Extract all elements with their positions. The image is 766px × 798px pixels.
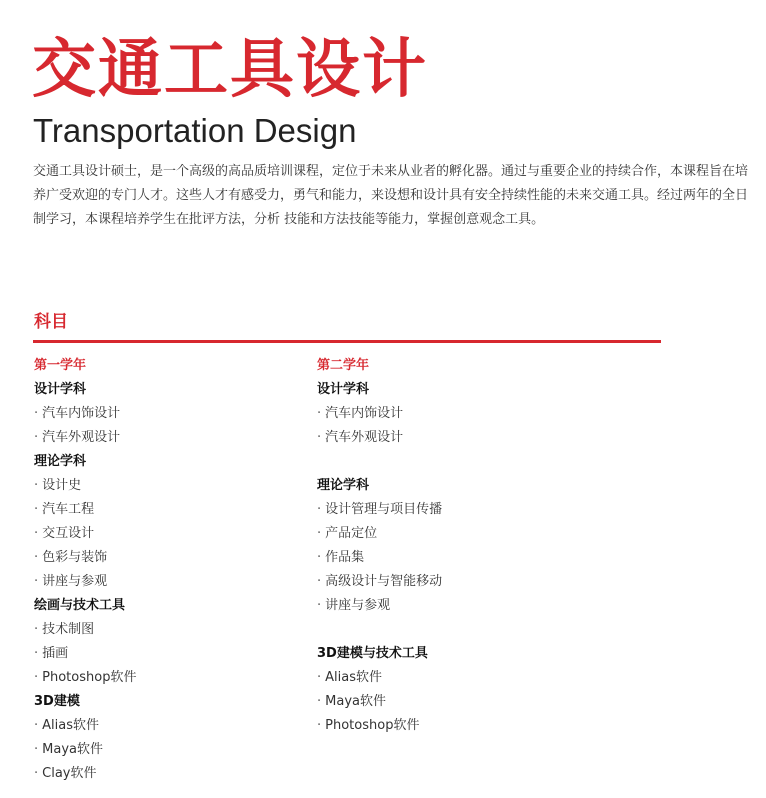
- list-item: · 讲座与参观: [34, 574, 108, 589]
- bullet: ·: [34, 670, 39, 685]
- year1-column: [34, 354, 314, 786]
- list-item: · Clay软件: [34, 766, 97, 781]
- bullet: ·: [317, 718, 322, 733]
- list-item: · 汽车内饰设计: [34, 406, 121, 421]
- page-title: 交通工具设计: [32, 33, 428, 107]
- bullet: ·: [317, 670, 322, 685]
- list-item: · Maya软件: [317, 694, 386, 709]
- bullet: ·: [34, 718, 39, 733]
- page-subtitle-english: Transportation Design: [33, 112, 357, 149]
- year1-group-design: 设计学科: [34, 382, 87, 397]
- bullet: ·: [34, 430, 39, 445]
- bullet: ·: [34, 478, 39, 493]
- list-item: · 交互设计: [34, 526, 95, 541]
- bullet: ·: [34, 622, 39, 637]
- spacer: [317, 450, 597, 474]
- list-item: · 技术制图: [34, 622, 95, 637]
- list-item: · 设计管理与项目传播: [317, 502, 443, 517]
- list-item: · 汽车工程: [34, 502, 95, 517]
- bullet: ·: [317, 694, 322, 709]
- bullet: ·: [34, 742, 39, 757]
- year2-group-3d-modeling-tools: 3D建模与技术工具: [317, 646, 428, 661]
- bullet: ·: [34, 646, 39, 661]
- bullet: ·: [34, 406, 39, 421]
- list-item: · Alias软件: [317, 670, 382, 685]
- year1-group-3d-modeling: 3D建模: [34, 694, 80, 709]
- intro-paragraph: 交通工具设计硕士，是一个高级的高品质培训课程，定位于未来从业者的孵化器。通过与重要企业的持续合作，本课程旨在培养广受欢迎的专门人才。这些人才有感受力，勇气和能力，来设想和设计具有安全持续性能的未来交通工具。经过两年的全日制学习，本课程培养学生在批评方法，分析 技能和方法技能等能力，掌握创意观念工具。: [33, 164, 749, 227]
- bullet: ·: [317, 550, 322, 565]
- list-item: · 插画: [34, 646, 69, 661]
- list-item: · 汽车外观设计: [34, 430, 121, 445]
- bullet: ·: [34, 502, 39, 517]
- bullet: ·: [317, 430, 322, 445]
- section-title-subjects: 科目: [34, 312, 68, 332]
- list-item: · 作品集: [317, 550, 365, 565]
- bullet: ·: [317, 406, 322, 421]
- year1-group-theory: 理论学科: [34, 454, 87, 469]
- bullet: ·: [317, 526, 322, 541]
- year2-group-theory: 理论学科: [317, 478, 370, 493]
- list-item: · 讲座与参观: [317, 598, 391, 613]
- bullet: ·: [34, 550, 39, 565]
- year1-group-drawing-tools: 绘画与技术工具: [34, 598, 126, 613]
- bullet: ·: [34, 766, 39, 781]
- list-item: · 高级设计与智能移动: [317, 574, 443, 589]
- list-item: · Photoshop软件: [317, 718, 420, 733]
- list-item: · 汽车外观设计: [317, 430, 404, 445]
- year2-label: 第二学年: [317, 358, 370, 373]
- bullet: ·: [317, 574, 322, 589]
- list-item: · Photoshop软件: [34, 670, 137, 685]
- list-item: · 产品定位: [317, 526, 378, 541]
- list-item: · Maya软件: [34, 742, 103, 757]
- bullet: ·: [34, 574, 39, 589]
- year2-column: [317, 354, 597, 738]
- bullet: ·: [317, 502, 322, 517]
- spacer: [317, 618, 597, 642]
- section-divider: [33, 340, 661, 343]
- bullet: ·: [34, 526, 39, 541]
- bullet: ·: [317, 598, 322, 613]
- year1-label: 第一学年: [34, 358, 87, 373]
- list-item: · 设计史: [34, 478, 82, 493]
- list-item: · Alias软件: [34, 718, 99, 733]
- list-item: · 汽车内饰设计: [317, 406, 404, 421]
- list-item: · 色彩与装饰: [34, 550, 108, 565]
- year2-group-design: 设计学科: [317, 382, 370, 397]
